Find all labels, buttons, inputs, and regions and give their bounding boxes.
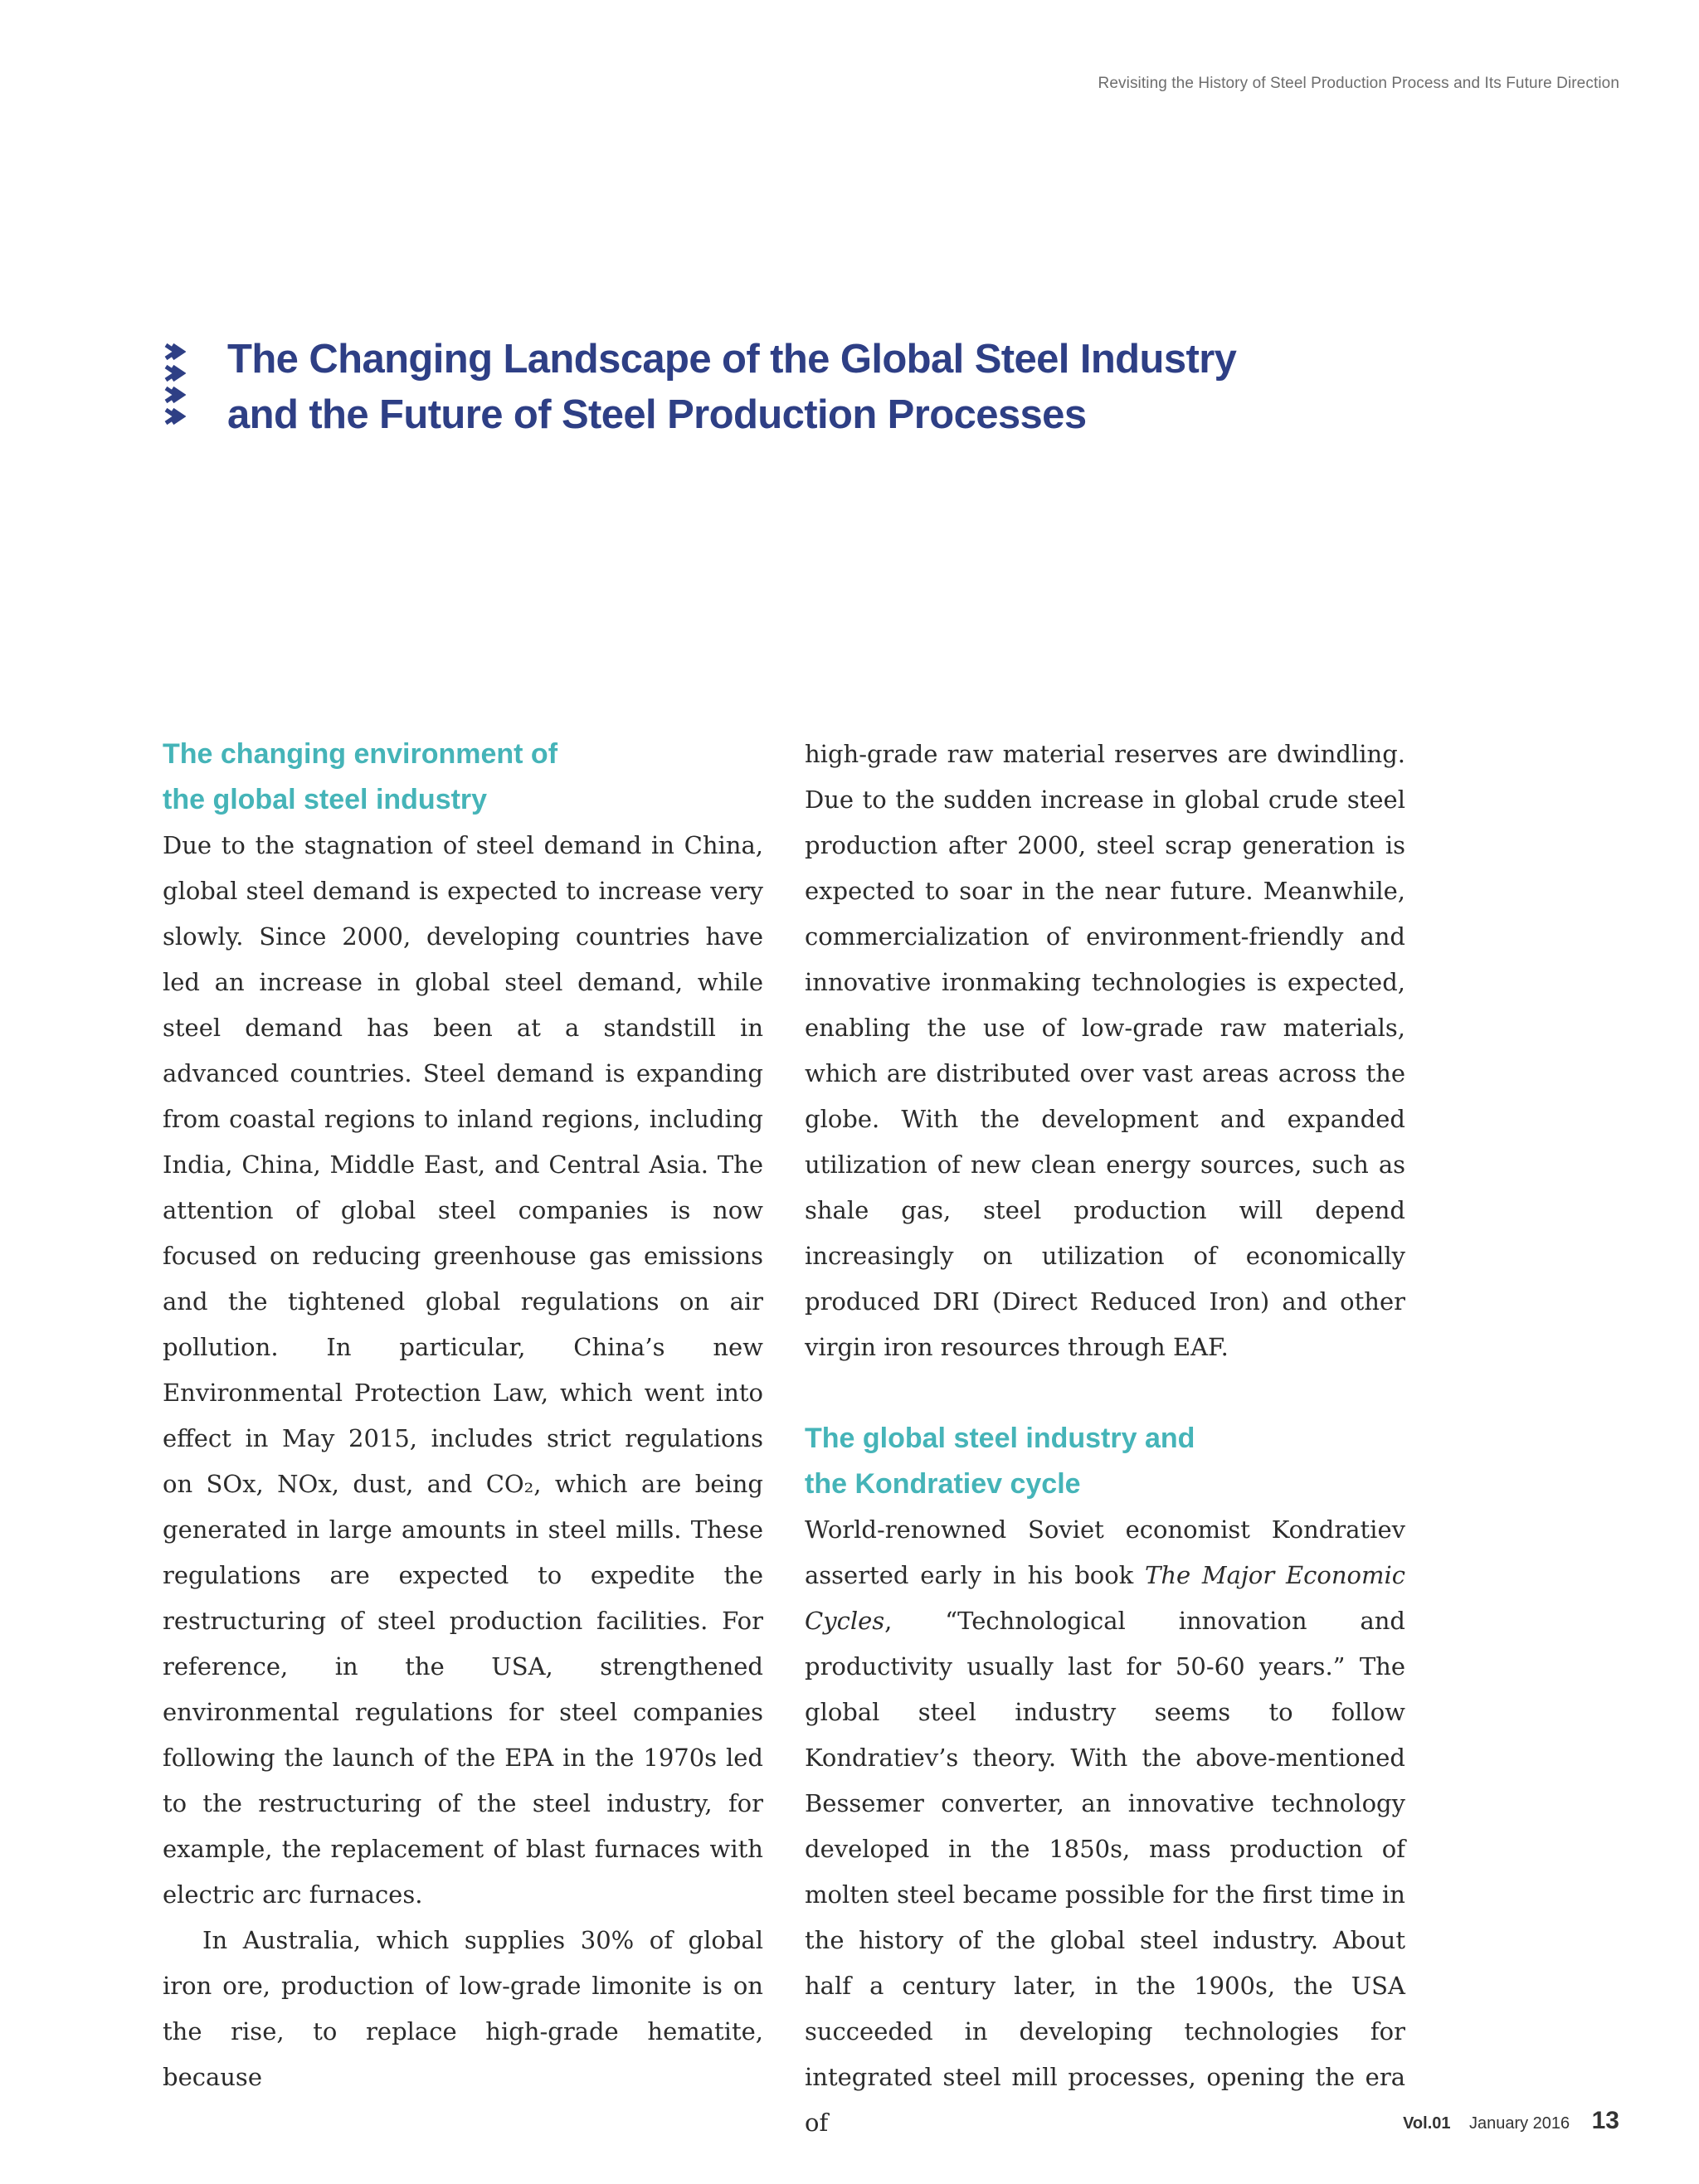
page-number: 13 <box>1591 2107 1619 2134</box>
section-heading-changing-environment: The changing environment of the global steel industry <box>163 738 558 815</box>
body-paragraph: World-renowned Soviet economist Kondratiev asserted early in his book The Major Economic Cycles, “Technological innovation and productivity usually last for 50-60 years.” The global steel industry seems to follow Kondratiev’s theory. With the above-mentioned Bessemer converter, an innovative technology developed in the 1850s, mass production of molten steel became possible for the first time in the history of the global steel industry. About half a century later, in the 1900s, the USA succeeded in developing technologies for integrated steel mill processes, opening the era of <box>805 1515 1405 2137</box>
running-head: Revisiting the History of Steel Production Process and Its Future Direction <box>1098 75 1619 92</box>
article-title <box>163 332 1236 443</box>
title-line-1: The Changing Landscape of the Global Steel Industry <box>227 337 1237 382</box>
book-title: The Major Economic Cycles <box>805 1561 1405 1635</box>
issue-date: January 2016 <box>1468 2114 1570 2133</box>
page-footer <box>1403 2107 1619 2135</box>
title-line-2: and the Future of Steel Production Processes <box>227 392 1087 437</box>
body-paragraph: Due to the stagnation of steel demand in China, global steel demand is expected to increase very slowly. Since 2000, developing countries have led an increase in global steel demand, while steel demand has been at a standstill in advanced countries. Steel demand is expanding from coastal regions to inland regions, including India, China, Middle East, and Central Asia. The attention of global steel companies is now focused on reducing greenhouse gas emissions and the tightened global regulations on air pollution. In particular, China’s new Environmental Protection Law, which went into effect in May 2015, includes strict regulations on SOx, NOx, dust, and CO₂, which are being generated in large amounts in steel mills. These regulations are expected to expedite the restructuring of steel production facilities. For reference, in the USA, strengthened environmental regulations for steel companies following the launch of the EPA in the 1970s led to the restructuring of the steel industry, for example, the replacement of blast furnaces with electric arc furnaces. <box>163 831 763 1909</box>
body-paragraph: In Australia, which supplies 30% of global iron ore, production of low-grade limonite is on the rise, to replace high-grade hematite, because <box>163 1926 763 2091</box>
body-paragraph: high-grade raw material reserves are dwindling. Due to the sudden increase in global crude steel production after 2000, steel scrap generation is expected to soar in the near future. Meanwhile, commercialization of environment-friendly and innovative ironmaking technologies is expected, enabling the use of low-grade raw materials, which are distributed over vast areas across the globe. With the development and expanded utilization of new clean energy sources, such as shale gas, steel production will depend increasingly on utilization of economically produced DRI (Direct Reduced Iron) and other virgin iron resources through EAF. <box>805 740 1405 1361</box>
left-column <box>163 732 763 2100</box>
volume-label: Vol.01 <box>1403 2114 1451 2133</box>
right-column <box>805 732 1405 2146</box>
section-heading-kondratiev-cycle: The global steel industry and the Kondratiev cycle <box>805 1423 1195 1500</box>
